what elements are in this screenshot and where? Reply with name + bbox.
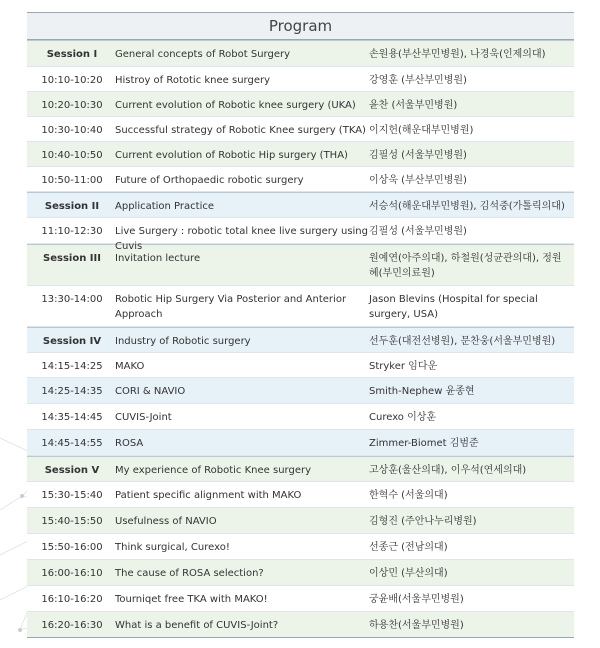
speaker: 원예연(아주의대), 하철원(성균관의대), 정원혜(부민의료원) [369,253,562,279]
topic: My experience of Robotic Knee surgery [115,465,311,476]
time-slot: 10:50-11:00 [41,175,103,186]
session-row [27,327,574,353]
speaker: 손원용(부산부민병원), 나경욱(인제의대) [369,49,546,60]
topic: Live Surgery : robotic total knee live surgery using Cuvis [115,226,368,252]
speaker: 강영훈 (부산부민병원) [369,75,467,86]
topic: General concepts of Robot Surgery [115,49,290,60]
topic: Successful strategy of Robotic Knee surgery (TKA) [115,125,366,136]
table-row [27,586,574,612]
speaker: 김형진 (주안나누리병원) [369,516,477,527]
speaker: 이상욱 (부산부민병원) [369,175,467,186]
topic: Think surgical, Curexo! [115,542,230,553]
speaker: Jason Blevins (Hospital for special surgery, USA) [369,294,538,320]
time-slot: 16:20-16:30 [41,620,103,631]
topic: Usefulness of NAVIO [115,516,217,527]
speaker: 선종근 (전남의대) [369,542,448,553]
session-row [27,244,574,286]
speaker: 궁윤배(서울부민병원) [369,594,464,605]
speaker: 하용찬(서울부민병원) [369,620,464,631]
table-row [27,286,574,327]
topic: Current evolution of Robotic knee surgery (UKA) [115,100,356,111]
table-row [27,508,574,534]
topic: ROSA [115,438,144,449]
program-table [27,12,574,638]
topic: Histroy of Rototic knee surgery [115,75,271,86]
session-row [27,192,574,218]
time-slot: 10:10-10:20 [41,75,103,86]
table-row [27,167,574,192]
speaker: 선두훈(대전선병원), 문찬웅(서울부민병원) [369,336,556,347]
program-title: Program [27,12,574,40]
table-row [27,534,574,560]
time-slot: 14:15-14:25 [41,361,103,372]
table-row [27,430,574,456]
session-label: Session III [43,253,101,264]
table-row [27,67,574,92]
time-slot: 11:10-12:30 [41,226,103,237]
topic: MAKO [115,361,145,372]
time-slot: 14:35-14:45 [41,412,103,423]
session-label: Session II [44,201,100,212]
time-slot: 15:40-15:50 [41,516,103,527]
speaker: 이지헌(해운대부민병원) [369,125,474,136]
speaker: 김필성 (서울부민병원) [369,150,467,161]
topic: The cause of ROSA selection? [115,568,264,579]
table-row [27,404,574,430]
time-slot: 15:50-16:00 [41,542,103,553]
table-row [27,353,574,378]
table-row [27,142,574,167]
topic: Application Practice [115,201,214,212]
topic: Tourniqet free TKA with MAKO! [115,594,268,605]
topic: CORI & NAVIO [115,386,186,397]
speaker: Stryker 임다운 [369,361,438,372]
speaker: Smith-Nephew 윤종현 [369,386,475,397]
topic: Invitation lecture [115,253,201,264]
topic: Industry of Robotic surgery [115,336,251,347]
session-row [27,40,574,67]
time-slot: 14:25-14:35 [41,386,103,397]
session-row [27,456,574,482]
table-row [27,378,574,404]
table-row [27,482,574,508]
time-slot: 10:40-10:50 [41,150,103,161]
topic: Current evolution of Robotic Hip surgery (THA) [115,150,348,161]
topic: What is a benefit of CUVIS-Joint? [115,620,279,631]
topic: CUVIS-Joint [115,412,172,423]
table-row [27,92,574,117]
speaker: 고상훈(울산의대), 이우석(연세의대) [369,465,527,476]
time-slot: 16:00-16:10 [41,568,103,579]
speaker: 윤찬 (서울부민병원) [369,100,458,111]
session-label: Session I [46,49,98,60]
speaker: 김필성 (서울부민병원) [369,226,467,237]
time-slot: 15:30-15:40 [41,490,103,501]
time-slot: 10:20-10:30 [41,100,103,111]
time-slot: 13:30-14:00 [41,294,103,305]
time-slot: 14:45-14:55 [41,438,103,449]
table-row [27,612,574,638]
speaker: 한혁수 (서울의대) [369,490,448,501]
time-slot: 16:10-16:20 [41,594,103,605]
table-row [27,218,574,252]
topic: Robotic Hip Surgery Via Posterior and Anterior Approach [115,294,347,320]
speaker: Curexo 이상훈 [369,412,437,423]
speaker: 이상민 (부산의대) [369,568,448,579]
session-label: Session V [44,465,100,476]
topic: Future of Orthopaedic robotic surgery [115,175,304,186]
time-slot: 10:30-10:40 [41,125,103,136]
speaker: 서승석(해운대부민병원), 김석중(가톨릭의대) [369,201,565,212]
table-row [27,117,574,142]
topic: Patient specific alignment with MAKO [115,490,302,501]
table-row [27,560,574,586]
speaker: Zimmer-Biomet 김범준 [369,438,479,449]
session-label: Session IV [42,336,102,347]
